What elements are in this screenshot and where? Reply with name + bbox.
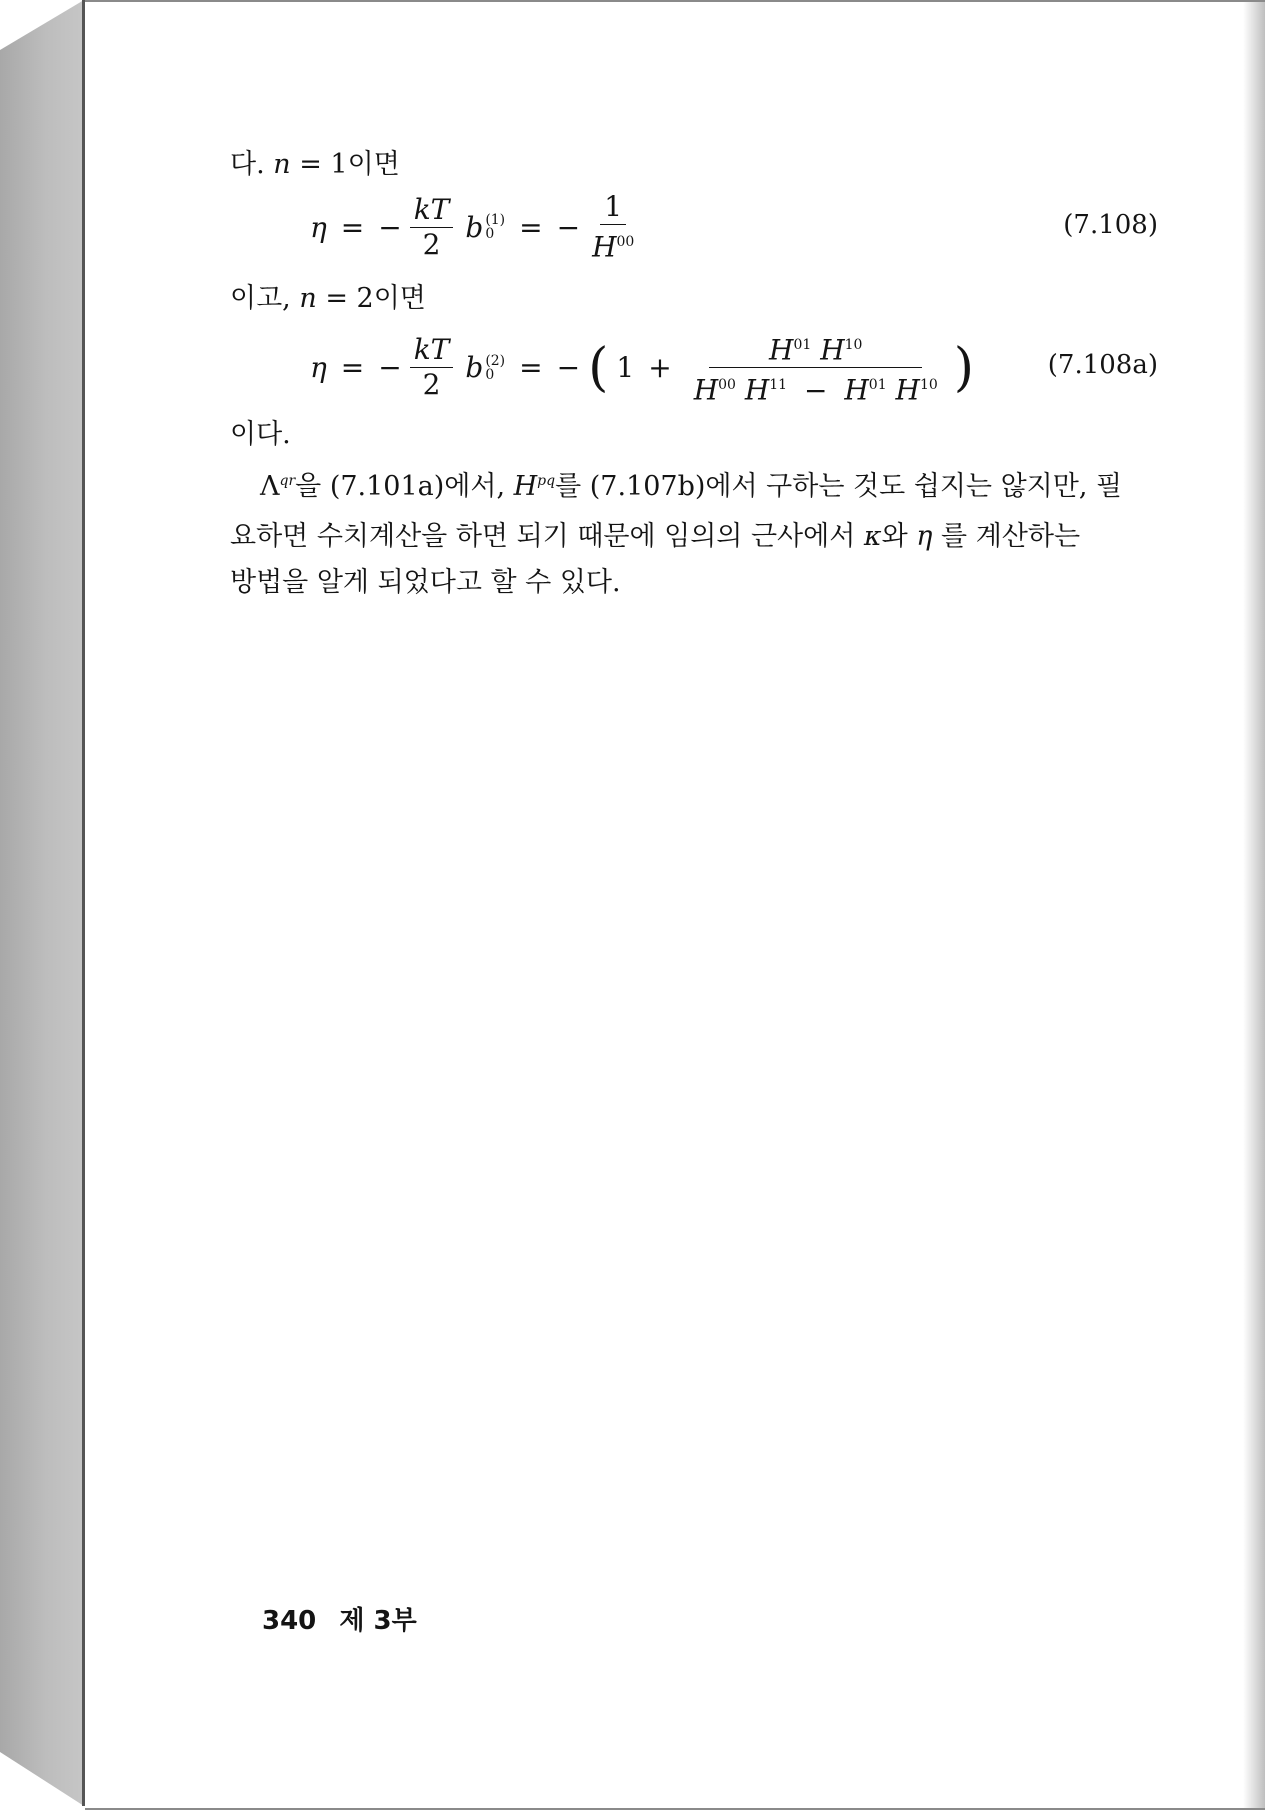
eq2-b: b: [465, 351, 484, 385]
eq1-frac-den: 2: [422, 227, 441, 261]
eq2-num-a-sup: 01: [793, 337, 812, 353]
line1-pre: 다.: [230, 149, 274, 180]
eq1-frac2-den-sup: 00: [616, 234, 635, 250]
eq1-equals-2: =: [519, 210, 543, 244]
eq2-equals: =: [340, 351, 365, 385]
eq2-b-sub: 0: [485, 366, 495, 383]
page-number: 340: [262, 1606, 317, 1636]
page-edge-shadow: [1243, 2, 1265, 1808]
para-H-sup: pq: [537, 473, 556, 489]
eq1-minus: −: [378, 210, 402, 244]
eq2-num-b-sup: 10: [844, 337, 863, 353]
paragraph-line-2: [230, 518, 1160, 556]
eq2-frac-num: kT: [410, 335, 454, 368]
line2-pre: 이고,: [230, 283, 300, 314]
eq1-frac-kT: [410, 192, 454, 261]
eq2-one: 1: [616, 351, 635, 385]
eq1-frac2-num: 1: [600, 192, 626, 225]
para-lambda: Λ: [260, 471, 280, 502]
page-folio: [262, 1600, 417, 1637]
eq2-den-b-sup: 11: [769, 377, 788, 394]
book-spine: [0, 0, 84, 1806]
eq2-frac-kT: [410, 335, 454, 400]
text-line-3: 이다.: [230, 419, 291, 450]
eq2-den-c: H: [844, 373, 869, 407]
line2-var: n: [299, 283, 317, 314]
eq1-frac2-den: H: [592, 230, 617, 264]
equation-number-7-108: (7.108): [1063, 210, 1158, 240]
eq2-den-a-sup: 00: [718, 377, 736, 394]
paragraph-line-1: [230, 462, 1160, 506]
eq2-left-paren: (: [588, 337, 609, 398]
eq1-lhs: η: [310, 210, 327, 244]
equation-number-7-108a: (7.108a): [1047, 350, 1158, 380]
paragraph-line-3: 방법을 알게 되었다고 할 수 있다.: [230, 567, 621, 598]
para-eta: η: [916, 521, 933, 552]
text-line-1: [230, 146, 400, 184]
eq2-minus: −: [378, 351, 402, 385]
eq1-minus-2: −: [556, 210, 581, 244]
eq2-den-b: H: [744, 373, 770, 407]
eq2-den-d-sup: 10: [919, 377, 938, 394]
equation-7-108a: [310, 330, 982, 406]
para-l2-a: 요하면 수치계산을 하면 되기 때문에 임의의 근사에서: [230, 521, 864, 552]
eq1-frac-num: kT: [410, 195, 454, 228]
eq2-plus: +: [648, 351, 672, 385]
eq2-den-minus: −: [804, 373, 828, 407]
line2-post: = 2이면: [316, 283, 426, 314]
text-line-2: [230, 280, 426, 318]
eq1-b: b: [465, 210, 484, 244]
eq2-minus-2: −: [556, 351, 581, 385]
eq1-b-sub: 0: [485, 226, 495, 243]
eq2-equals-2: =: [519, 351, 543, 385]
eq2-b-scripts: [485, 354, 505, 382]
eq1-frac-H: [588, 192, 638, 262]
para-l1-b: 를 (7.107b)에서 구하는 것도 쉽지는 않지만, 필: [555, 471, 1123, 502]
eq2-den-a: H: [693, 373, 719, 407]
eq2-den-c-sup: 01: [868, 377, 887, 394]
para-lambda-sup: qr: [279, 473, 296, 489]
eq2-frac-H: [690, 330, 942, 406]
para-l2-c: 를 계산하는: [932, 521, 1081, 552]
eq2-num-a: H: [769, 333, 794, 367]
book-page: [85, 0, 1265, 1810]
line1-var: n: [273, 149, 291, 180]
eq2-num-b: H: [820, 333, 845, 367]
eq2-right-paren: ): [953, 337, 975, 398]
eq1-b-sup: (1): [485, 212, 506, 229]
eq2-lhs: η: [310, 351, 327, 385]
para-l2-b: 와: [881, 521, 917, 552]
eq2-b-sup: (2): [485, 352, 506, 369]
eq1-b-scripts: [485, 213, 505, 241]
eq2-den-d: H: [895, 373, 920, 407]
para-kappa: κ: [863, 521, 882, 552]
equation-7-108: [310, 192, 642, 262]
eq2-frac-den: 2: [422, 368, 441, 402]
line1-post: = 1이면: [290, 149, 400, 180]
para-l1-a: 을 (7.101a)에서,: [295, 471, 514, 502]
part-label: 제 3부: [339, 1606, 417, 1636]
para-H: H: [513, 471, 538, 502]
eq1-equals: =: [340, 210, 365, 244]
